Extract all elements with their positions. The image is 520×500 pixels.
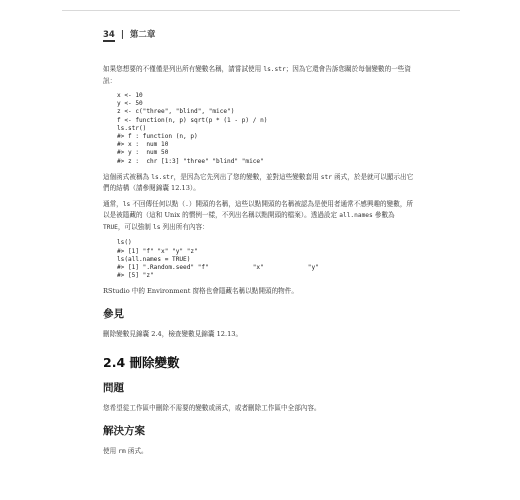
code-line: x <- 10 — [117, 92, 143, 99]
text: ，是因為它先列出了您的變數，並對這些變數套用 — [173, 172, 321, 181]
text: ）開頭的名稱，這些以點開頭的名稱被認為是使用者通常不感興趣的變數，所以是被隱藏的（這和 Unix 的慣例一樣，不列出名稱以點開頭的檔案）。透過設定 — [103, 199, 414, 220]
text: 函式。 — [125, 446, 148, 455]
code-line: ls(all.names = TRUE) — [117, 255, 191, 263]
text: 函式，於是就可以顯示出它們的結構（請參閱錦囊 12.13）。 — [103, 172, 414, 193]
text: ，可以強制 — [117, 222, 153, 231]
text: 列出所有內容： — [160, 222, 209, 231]
code-line: z <- c("three", "blind", "mice") — [117, 108, 235, 116]
code-line: #> x : num 10 — [117, 141, 169, 149]
code-line: ls.str() — [117, 124, 147, 132]
text: 這個函式被稱為 — [103, 172, 152, 181]
inline-code: . — [185, 200, 189, 208]
header-separator: | — [120, 30, 124, 40]
solution-text — [103, 446, 415, 458]
text: 不回傳任何以點（ — [130, 199, 186, 208]
text: ；因為它還會告訴您關於每個變數的一些資訊： — [103, 65, 411, 85]
running-header — [103, 28, 155, 40]
paragraph-hidden-names — [103, 199, 415, 234]
paragraph-ls-str-explained — [103, 172, 415, 194]
code-line: #> z : chr [1:3] "three" "blind" "mice" — [117, 157, 264, 165]
problem-heading: 問題 — [103, 382, 124, 395]
code-line: #> [5] "z" — [117, 272, 154, 280]
inline-code: ls — [152, 223, 161, 231]
problem-text: 您希望從工作區中刪除不需要的變數或函式，或者刪除工作區中全部內容。 — [103, 404, 321, 413]
see-also-heading: 參見 — [103, 307, 124, 320]
page-content — [103, 64, 415, 457]
header-rule — [103, 40, 115, 42]
code-line: #> [1] "f" "x" "y" "z" — [117, 247, 198, 255]
inline-code: ls — [122, 200, 131, 208]
see-also-text: 刪除變數見錦囊 2.4，檢查變數見錦囊 12.13。 — [103, 329, 243, 338]
chapter-title: 第二章 — [129, 30, 156, 40]
inline-code: ls.str — [151, 173, 174, 181]
inline-code: TRUE — [103, 223, 118, 231]
code-line: f <- function(n, p) sqrt(p * (1 - p) / n) — [117, 116, 268, 124]
paragraph-rstudio: RStudio 中的 Environment 窗格也會隱藏名稱以點開頭的物件。 — [103, 287, 298, 296]
code-line: y <- 50 — [117, 100, 143, 108]
code-line: #> f : function (n, p) — [117, 133, 198, 141]
paragraph-ls-str — [103, 64, 415, 86]
code-block-ls-all — [117, 239, 415, 280]
code-line: ls() — [117, 239, 132, 247]
code-block-ls-str — [117, 92, 415, 166]
text: 參數為 — [372, 211, 395, 220]
page-number: 34 — [103, 30, 115, 40]
inline-code: ls.str — [263, 66, 286, 73]
text: 使用 — [103, 446, 119, 455]
code-line: #> [1] ".Random.seed" "f" "x" "y" — [117, 263, 319, 271]
solution-heading: 解決方案 — [103, 424, 145, 437]
inline-code: all.names — [339, 212, 373, 220]
page-top-border — [62, 0, 460, 11]
inline-code: rm — [118, 447, 126, 455]
text: 通常， — [103, 199, 123, 208]
section-title: 2.4 刪除變數 — [103, 355, 180, 371]
text: 如果您想要的不僅僅是列出所有變數名稱，請嘗試使用 — [103, 65, 264, 73]
code-line: #> y : num 50 — [117, 149, 169, 157]
inline-code: str — [320, 173, 332, 181]
